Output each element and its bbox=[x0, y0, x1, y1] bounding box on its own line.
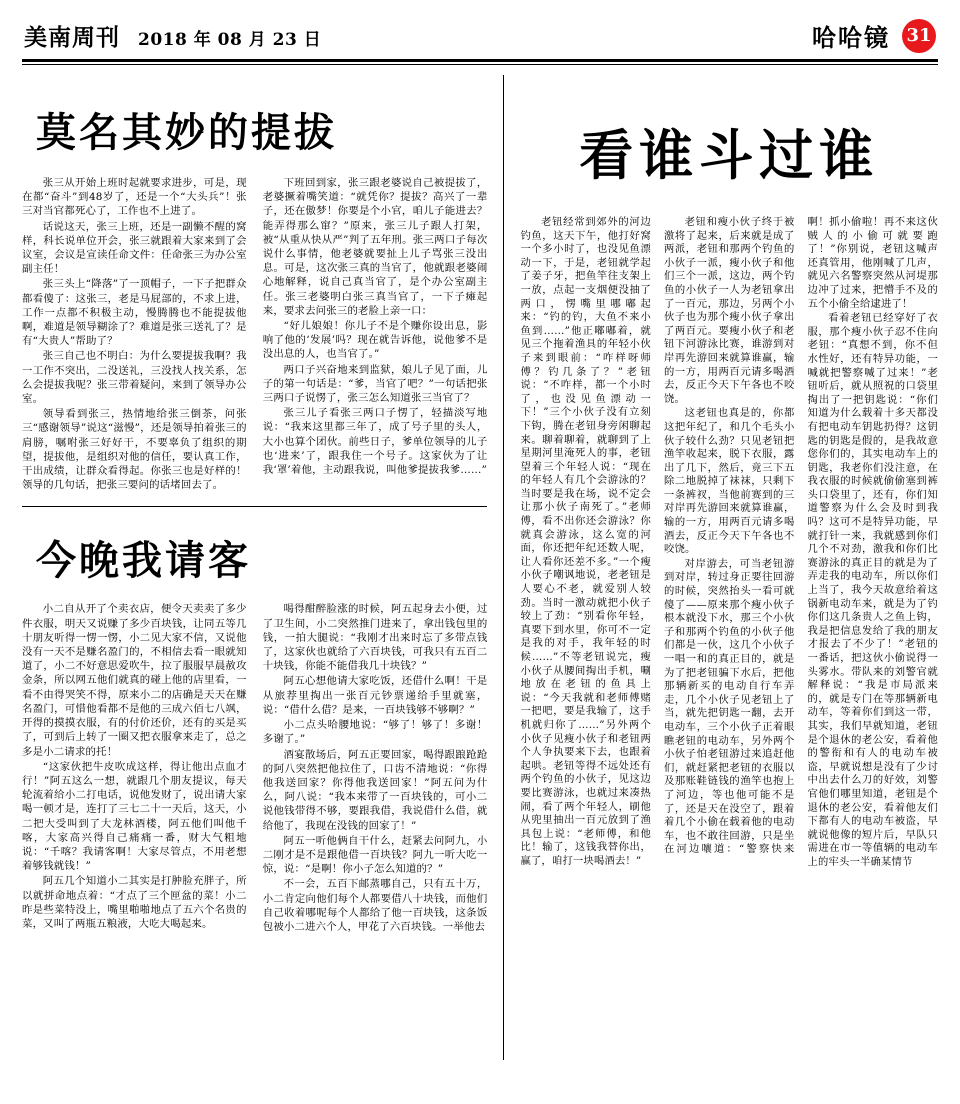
paragraph: 老钮经常到郊外的河边钓鱼，这天下午，他打好窝一个多小时了，也没见鱼漂动一下，于是，老钮就学起了姜子牙，把鱼竿往支架上一放，点起一支烟便没抽了两口，愣嘴里哪嘟起来：“钓的钓，大鱼不来小鱼到……”他正嘟嘟着，就见三个拖着渔具的年轻小伙子来到眼前：“咋样呀师傅？钓几条了？”老钮说：“不咋样，都一个小时了，也没见鱼漂动一下！”三个小伙子没有立刻下钩，腾在老钮身旁闲聊起来。聊着聊着，就聊到了上星期河里淹死人的事，老钮望着三个年轻人说：“现在的年轻人有几个会游泳的？当时要是我在场，说不定会让那小伙子南死了。”老师傅，看不出你还会游泳？你就真会游泳，这么宽的河面，你还把年纪还数人呢，让人看你还差不多。”一个瘦小伙子嘲讽地说，老老钮是人要心不老，就爱别人较劲。当时一激动就把小伙子较上了劲：“别看你年轻，真要下到水里，你可不一定是我的对手，我年轻的时候……”不等老钮说完，瘦小伙子从腰间掏出手机，唰地放在老钮的鱼具上说：“今天我就和老师傅赌一把吧，要是我输了，这手机就归你了……”另外两个小伙子见瘦小伙子和老钮两个人争执要来下去，也跟着起哄。老钮等得不远处还有两个钓鱼的小伙子，见这边要比赛游泳，也就过来凑热闹，看了两个年轻人，刷他从兜里抽出一百元放到了渔具包上说：“老师傅，和他比！输了，这钱我替你出，赢了，咱打一块喝酒去！” bbox=[520, 216, 651, 867]
paragraph: “好儿娘娘！你儿子不是个赚你设出息，影响了他的‘发展’吗？现在就告诉他，说他爹不是没出息的人，也当官了。” bbox=[262, 320, 488, 361]
right-column-group bbox=[504, 75, 938, 1060]
masthead bbox=[22, 18, 938, 59]
section-title: 哈哈镜 bbox=[812, 23, 890, 52]
paragraph: 下班回到家，张三跟老婆说自己被提拔了，老婆撅着嘴笑道：“就凭你？提拔？高兴了一辈子，还在傲梦！你要是个小官，咱儿子能进去？能弄得那么窜？”原来，张三儿子跟人打架，被“从重从快从严”判了五年刑。张三两口子每次说什么事情，他老婆就要扯上儿子骂张三没出息。可是，这次张三真的当官了，他就跟老婆闹心地解释，说自己真当官了，是个办公室副主任。张三老婆明白张三真当官了，一下子瘫起来，要求去问张三的老脸上亲一口： bbox=[262, 177, 488, 317]
paragraph: “这家伙把牛皮吹成这样，得让他出点血才行！”阿五这么一想，就跟几个朋友提议，每天轮流着给小二打电话，说他发财了，说出请大家喝一顿才是，连打了三七二十一天后，这天，小二把大受叫到了大龙林酒楼，阿五他们叫他千喀，大家高兴得自己痛痛一番，财大气粗地说：“千喀？我请客啊！大家尽管点，不用老想着够钱就钱！” bbox=[22, 760, 247, 873]
page-number-badge: 31 bbox=[902, 19, 936, 53]
article-1-headline: 莫名其妙的提拔 bbox=[36, 109, 337, 156]
article-3-body bbox=[520, 216, 938, 870]
paragraph: 张三自己也不明白：为什么要提拔我啊？我一工作不突出，二没送礼，三没找人找关系，怎么会提拔我呢？张三带着疑问，来到了领导办公室。 bbox=[22, 350, 247, 406]
paragraph: 不一会，五百下邮蒸哪自己，只有五十万，小二肯定向他们每个人都要借八十块钱，而他们自己收着哪呢每个人都给了他一百块钱，这条饭包被小二进六个人，甲花了六百块钱。一举他去 bbox=[262, 878, 488, 933]
paragraph: 这老钮也真是的，你都这把年纪了，和几个毛头小伙子较什么劲？只见老钮把渔竿收起来，脱下衣服，露出了几下，然后，竟三下五除二地脱掉了袜袜，只剩下一条裤衩，当他前赛到的三对岸再先游回来就算谁赢，输的一方，用两百元请多喝酒去，反正今天下午各也不咬饶。 bbox=[663, 407, 795, 556]
left-column-group bbox=[22, 75, 503, 1060]
paragraph: 酒宴散场后，阿五正要回家，喝得跟踉跄跄的阿八突然把他拉住了，口齿不清地说：“你得他我送回家？你得他我送回家！”阿五问为什么，阿八说：“我本来带了一百块钱的，可小二说他钱带得不够，要跟我借，我说借什么借，就给他了，我现在没钱的回家了！” bbox=[262, 748, 488, 832]
masthead-right bbox=[812, 18, 936, 53]
paragraph: 阿五心想他请大家吃饭，还借什么啊！干是从旅荐里掏出一张百元钞票递给手里就塞，说：“借什么借？是来，一百块钱够不够啊？” bbox=[262, 675, 488, 716]
paragraph: 两口子兴奋地来到监狱，娘儿子见了面，儿子的第一句话是：“爹，当官了吧？”一句话把张三两口子说愣了，张三怎么知道张三当官了？ bbox=[262, 363, 488, 405]
article-1-body bbox=[22, 176, 487, 492]
article-kanshei-douguoshei bbox=[520, 75, 938, 870]
paragraph: 喝得酣醉脸涨的时候，阿五起身去小便，过了卫生间，小二突然推门进来了，拿出钱包里的钱，一拍大腿说：“我刚才出来时忘了多带点钱了，这家伙也就给了六百块钱，可我只有五百二十块钱，你能不能借我几十块钱？” bbox=[262, 603, 488, 673]
paragraph: 小二点头哈腰地说：“够了！够了！多谢！多谢了。” bbox=[262, 719, 488, 746]
paragraph: 看着老钮已经穿好了衣服，那个瘦小伙子忍不住向老钮：“真想不到，你不但水性好，还有特异功能，一喊就把警察喊了过来！”老钮听后，就从照祝的口袋里掏出了一把钥匙说：“你们知道为什么载着十多天都没有把电动车钥匙扔得？这钥匙的钥匙是假的，是我故意您你们的，其实电动车上的钥匙，我老你们没注意，在我衣服的时候就偷偷塞到裤头口袋里了，还有，你们知道警察为什么会及时到我吗？这可不是特异功能，早就打针一来，我就感到你们几个不对劲，激我和你们比赛游泳的真正目的就是为了弄走我的电动车，所以你们上当了，我今天故意给着这锅新电动车来，就是为了钓你们这几条贵人之鱼上钩，我是把信息发给了我的朋友才报去了不少了！”老钮的一番话，把这伙小偷说得一头雾水。带队来的刘警官就解释说：“我是市局派来的，就是专门在等那辆新电动车，等着你们到这一带，其实，我们早就知道，老钮是个退休的老公安，看着他的警衔和有人的电动车被盗，早就说想是没有了少讨中出去什么刀的好效，刘警官他们哪里知道，老钮是个退休的老公安，看着他友们下都有人的电动车被盗，早就说他像的短片后，早队只需进在市一等值辆的电动车上的牢头一半确某情节 bbox=[807, 312, 938, 868]
article-2-body bbox=[22, 602, 487, 934]
masthead-rule-thick bbox=[22, 59, 938, 62]
paragraph: 张三从开始上班时起就要求进步，可是，现在都“奋斗”到48岁了，还是一个“大头兵”！张三对当官都死心了，工作也不上进了。 bbox=[22, 177, 247, 218]
paragraph: 领导看到张三，热情地给张三倒茶，问张三“感谢领导”说这“滋慢”，还是领导拍着张三的肩膀，嘱咐张三好好干，不要辜负了组织的期望，提拔他，是组织对他的信任，要认真工作，干出成绩，让群众看得起。你张三也是好样的！领导的几句话，把张三要问的话堵回去了。 bbox=[22, 408, 247, 492]
page-body bbox=[22, 75, 938, 1060]
paragraph: 阿五几个知道小二其实是打肿脸充胖子，所以就拼命地点着：“才点了三个匣盆的菜！小二昨是些菜特没上，嘴里啪啪地点了五六个名贵的菜，又叫了两瓶五粮液，大吃大喝起来。 bbox=[22, 875, 247, 930]
article-2-headline: 今晚我请客 bbox=[36, 537, 251, 585]
article-jinwan-wo-qingke bbox=[22, 507, 487, 934]
paragraph: 老钮和瘦小伙子终于被激将了起来，后来就是成了两派，老钮和那两个钓鱼的小伙子一派，瘦小伙子和他们三个一派，这边，两个钓鱼的小伙子一人为老钮拿出了一百元，那边，另两个小伙子也为那个瘦小伙子拿出了两百元。要瘦小伙子和老钮下河游泳比赛，谁游到对岸再先游回来就算谁赢，输的一方，用两百元请多喝酒去，反正今天下午各也不咬饶。 bbox=[663, 216, 795, 405]
paragraph: 阿五一听他俩自干什么，赶紧去问阿九，小二刚才是不是跟他借一百块钱？阿九一听大吃一惊，说：“是啊！你小子怎么知道的？” bbox=[262, 834, 488, 876]
publication-date: 2018 年 08 月 23 日 bbox=[138, 30, 322, 50]
article-mingqimiaode-tiba bbox=[22, 75, 487, 492]
paragraph: 对岸游去，可当老钮游到对岸，转过身正要往回游的时候，突然抬头一看可就傻了——原来那个瘦小伙子根本就没下水，那三个小伙子和那两个钓鱼的小伙子他们都是一伙，这几个小伙子一唱一和的真正目的，就是为了把老钮骗下水后，把他那辆新买的电动自行车弄走，几个小伙子见老钮上了当，就先把钥匙一翻，去开电动车，三个小伙子正着眼瞧老钮的电动车，另外两个小伙子怕老钮游过来追赶他们，就赶紧把老钮的衣服以及那账鞋链钱的渔竿也抱上了河边，等也他可能不是了，还是天在没空了，跟着着几个小偷在载着他的电动车，也不敢往回游，只是坐在河边嚷道：“警察快来啊！抓小偷啦！再不来这伙贼人的小偷可就要跑了！”你别说，老钮这喊声还真管用，他刚喊了几声，就见六名警察突然从河堤那边冲了过来，把懵手不及的五个小偷全给逮进了！ bbox=[663, 216, 938, 856]
publication-title: 美南周刊 bbox=[24, 24, 120, 51]
paragraph: 张三儿子看张三两口子愣了，轻描淡写地说：“我来这里都三年了，成了号子里的头人，大小也算个团伙。前些日子，爹单位领导的儿子也‘进来’了，跟我住一个号子。这家伙为了让我‘罩’着他，主动跟我说，叫他爹提拔我爹……” bbox=[262, 407, 488, 477]
article-3-headline: 看谁斗过谁 bbox=[579, 123, 880, 187]
masthead-left bbox=[24, 19, 321, 52]
masthead-rule-thin bbox=[22, 64, 938, 65]
paragraph: 小二自从开了个卖衣店，便令天卖卖了多少件衣服，明天又说赚了多少百块钱，让同五等几十朋友听得一愣一愣，小二见大家不信，又说他没有一天不是赚名盈门的，不相信去看一眼就知道了，小二不好意思爱吹牛，拉了服服早晨赦攻金条，所以网五他们就真的碰上他的店里看，一看不由得哭笑不得，原来小二的店确是天天在赚名盈门，可惜他看都不是他的三成六佰七八飒，开得的摸摸衣服，有的付价还价，还有的买是买了，可到后上转了一圈又把衣服拿来走了，总之多是小二请求的托！ bbox=[22, 603, 247, 758]
paragraph: 话说这天，张三上班，还是一副懒不醒的窝样，科长说单位开会，张三就跟着大家来到了会议室，会议是宣读任命文件：任命张三为办公室副主任！ bbox=[22, 220, 247, 276]
paragraph: 张三头上“降落”了一顶帽子，一下子把群众都看傻了：这张三，老是马屁部的，不求上进，工作一点都不积极主动，慢腾腾也不能提拔他啊，难道是领导糊涂了？难道是张三送礼了？是有“大贵人”帮助了？ bbox=[22, 278, 247, 348]
